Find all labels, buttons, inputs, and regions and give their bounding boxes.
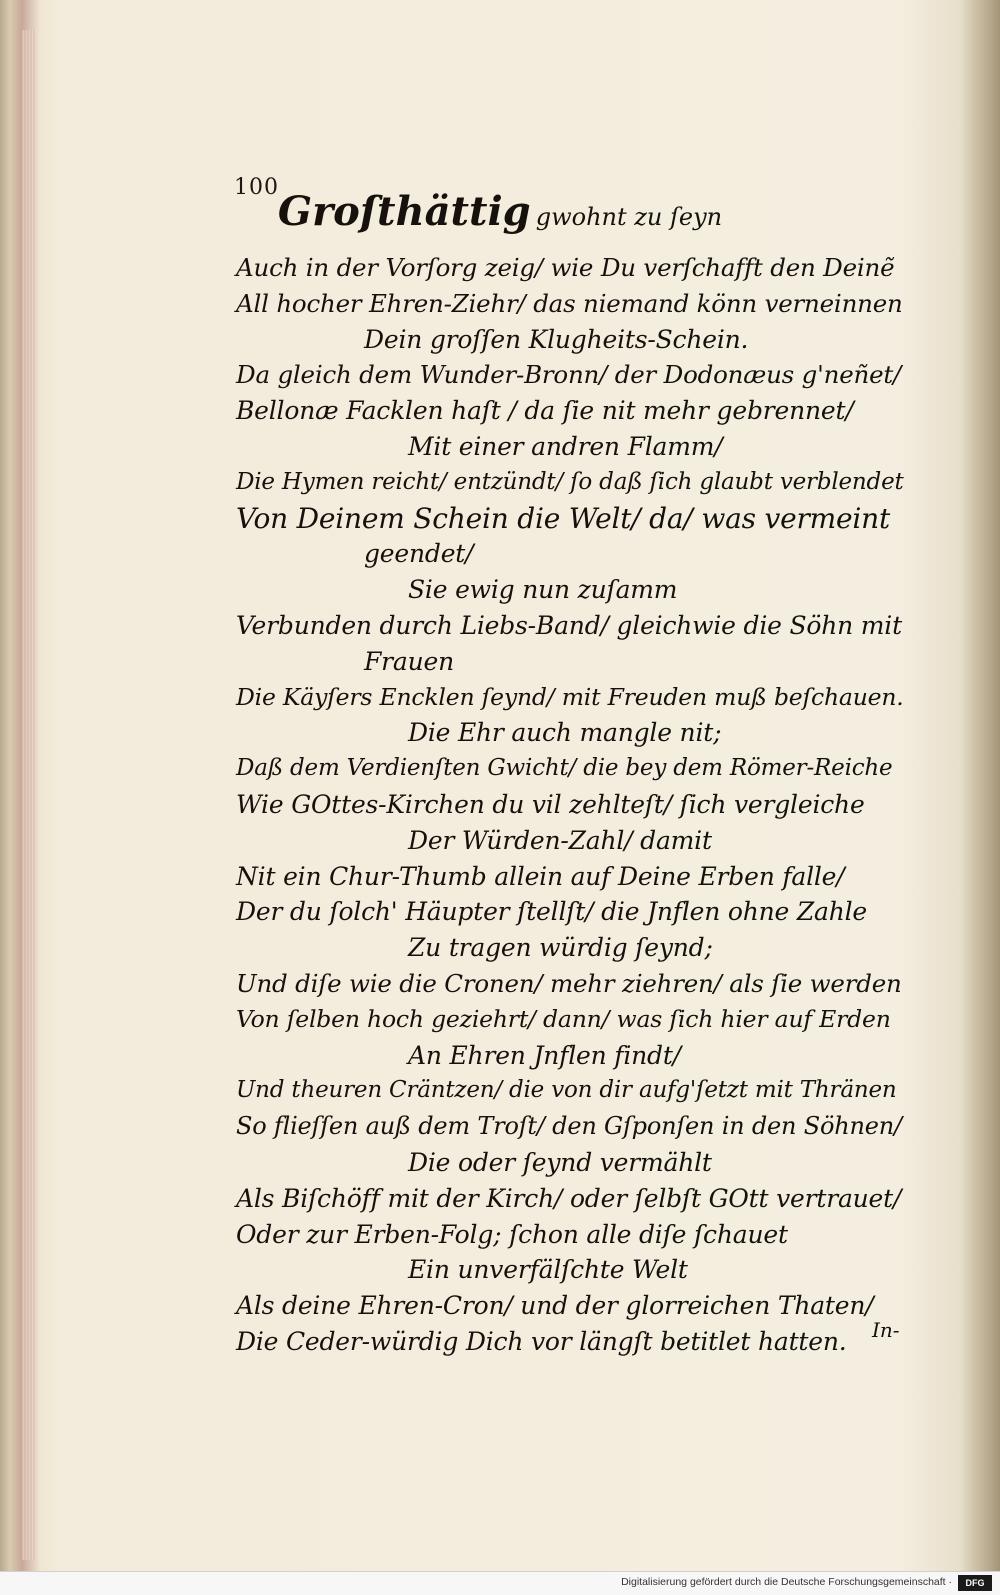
poem-line: Die Käyſers Encklen ſeynd/ mit Freuden muß beſchauen. [236, 682, 904, 711]
poem-line: Der du ſolch' Häupter ſtellſt/ die Jnflen ohne Zahle [236, 897, 868, 927]
poem-line: Wie GOttes-Kirchen du vil zehlteſt/ ſich vergleiche [236, 789, 865, 819]
poem-line: Daß dem Verdienſten Gwicht/ die bey dem Römer-Reiche [236, 755, 893, 782]
page-number: 100 [234, 175, 279, 200]
poem-line: An Ehren Jnflen findt/ [408, 1040, 681, 1070]
poem-line: Als Biſchöff mit der Kirch/ oder ſelbſt GOtt vertrauet/ [236, 1183, 902, 1213]
gutter-shadow [960, 0, 1000, 1572]
poem-line: Und theuren Cräntzen/ die von dir aufg'ſetzt mit Thränen [236, 1077, 897, 1104]
poem-line: Von Deinem Schein die Welt/ da/ was vermeint [236, 501, 890, 535]
poem-line: Die Ehr auch mangle nit; [408, 718, 722, 748]
poem-line: Da gleich dem Wunder-Bronn/ der Dodonæus g'neñet/ [236, 360, 902, 390]
poem-line: Auch in der Vorſorg zeig/ wie Du verſchafft den Deinẽ [236, 253, 895, 282]
poem-line: Dein groſſen Klugheits-Schein. [364, 324, 749, 354]
poem-line: Nit ein Chur-Thumb allein auf Deine Erben falle/ [236, 861, 845, 891]
catchword: In- [872, 1318, 900, 1342]
poem-line: Sie ewig nun zuſamm [408, 575, 678, 605]
page-stack-edge [22, 30, 36, 1560]
poem-line: All hocher Ehren-Ziehr/ das niemand könn verneinnen [236, 288, 903, 318]
poem-line: Verbunden durch Liebs-Band/ gleichwie die Söhn mit [236, 610, 902, 640]
funding-notice: Digitalisierung gefördert durch die Deutsche Forschungsgemeinschaft · [621, 1576, 952, 1588]
poem-line: Ein unverfälſchte Welt [408, 1255, 688, 1285]
poem-line: Von ſelben hoch geziehrt/ dann/ was ſich hier auf Erden [236, 1004, 891, 1033]
headline-main: Groſthättig [277, 188, 531, 235]
poem-line: Mit einer andren Flamm/ [408, 431, 723, 461]
poem-line: Frauen [364, 646, 454, 676]
poem-line: Oder zur Erben-Folg; ſchon alle diſe ſchauet [236, 1219, 788, 1249]
dfg-logo: DFG [958, 1575, 992, 1591]
poem-line: Die Hymen reicht/ entzündt/ ſo daß ſich glaubt verblendet [236, 468, 904, 495]
poem-line: So flieſſen auß dem Troſt/ den Gſponſen in den Söhnen/ [236, 1112, 902, 1141]
poem-line: Zu tragen würdig ſeynd; [408, 933, 713, 963]
poem-line: geendet/ [364, 539, 474, 569]
poem-body [236, 250, 904, 1360]
footer-bar [0, 1571, 1000, 1595]
poem-line: Der Würden-Zahl/ damit [408, 825, 712, 855]
poem-line: Und diſe wie die Cronen/ mehr ziehren/ als ſie werden [236, 968, 902, 998]
poem-line: Bellonæ Facklen haſt / da ſie nit mehr gebrennet/ [236, 396, 854, 426]
poem-line: Als deine Ehren-Cron/ und der glorreichen Thaten/ [236, 1291, 874, 1321]
headline [0, 188, 1000, 235]
poem-line: Die Ceder-würdig Dich vor längſt betitlet hatten. [236, 1326, 847, 1356]
poem-line: Die oder ſeynd vermählt [408, 1147, 712, 1177]
headline-rest: gwohnt zu ſeyn [535, 203, 723, 231]
